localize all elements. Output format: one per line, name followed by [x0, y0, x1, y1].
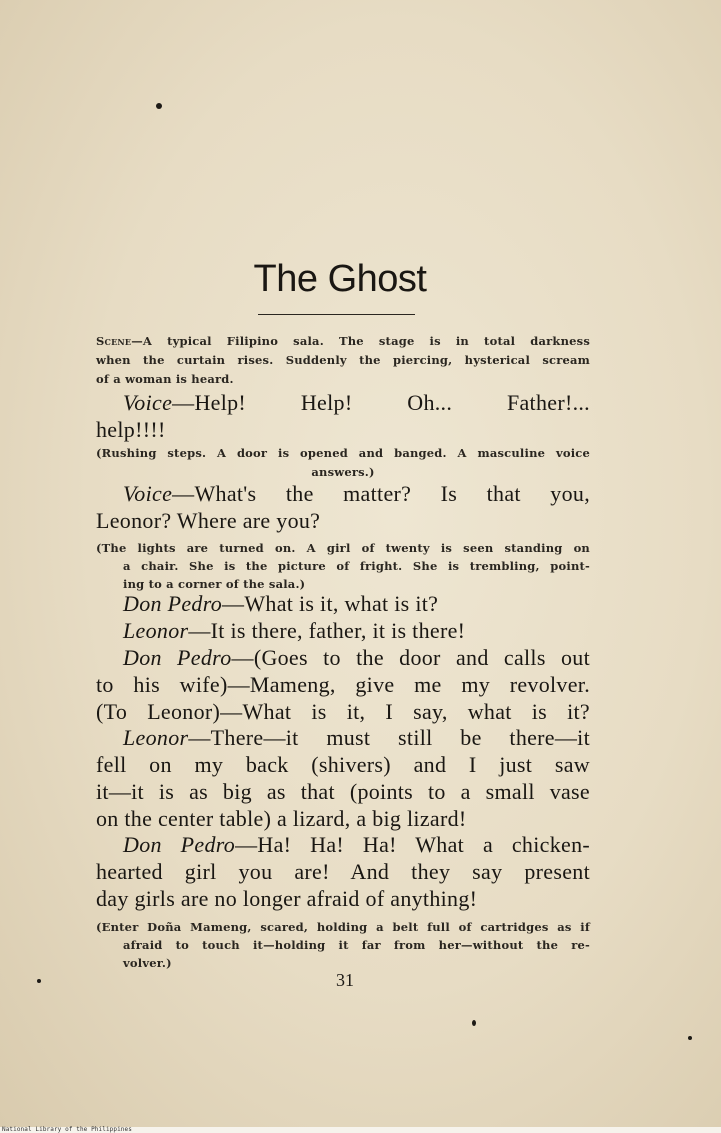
- dialogue-voice-2: [96, 480, 590, 534]
- speaker-name: Don Pedro: [123, 645, 232, 670]
- text-fragment: —A typical Filipino sala. The stage is in total darkness: [131, 334, 590, 348]
- text-fragment: —It is there, father, it is there!: [188, 618, 466, 643]
- text-fragment: —What is it, what is it?: [222, 591, 439, 616]
- stage-direction-4: [96, 918, 590, 972]
- speaker-name: Voice: [123, 481, 173, 506]
- text-fragment: —(Goes to the door and calls out: [231, 645, 590, 670]
- text-line: ing to a corner of the sala.): [123, 577, 306, 591]
- text-line: to his wife)—Mameng, give me my revolver.: [96, 672, 590, 697]
- dialogue-don-pedro-2: [96, 644, 590, 725]
- page-title: The Ghost: [253, 258, 427, 300]
- scene-direction: [96, 332, 590, 389]
- dialogue-leonor-1: [96, 617, 590, 644]
- text-line: (Enter Doña Mameng, scared, holding a belt full of cartridges as if: [96, 920, 590, 934]
- dialogue-don-pedro-1: [96, 590, 590, 617]
- title-rule: [258, 314, 415, 315]
- text-line: [96, 724, 590, 751]
- text-line: on the center table) a lizard, a big lizard!: [96, 806, 467, 831]
- dialogue-leonor-2: [96, 724, 590, 832]
- footer-credit: National Library of the Philippines: [2, 1126, 132, 1133]
- ink-speck: [472, 1020, 476, 1026]
- text-line: [96, 644, 590, 671]
- ink-speck: [156, 103, 162, 109]
- text-line: it—it is as big as that (points to a small vase: [96, 779, 590, 804]
- text-line: of a woman is heard.: [96, 372, 234, 386]
- scene-label: Scene: [96, 334, 132, 348]
- text-line: day girls are no longer afraid of anything!: [96, 886, 478, 911]
- text-line: (Rushing steps. A door is opened and banged. A masculine voice: [96, 446, 590, 460]
- text-line: help!!!!: [96, 417, 166, 442]
- speaker-name: Voice: [123, 390, 173, 415]
- text-line: when the curtain rises. Suddenly the piercing, hysterical scream: [96, 353, 590, 367]
- text-fragment: —There—it must still be there—it: [188, 725, 590, 750]
- text-line: [96, 590, 590, 617]
- dialogue-don-pedro-3: [96, 831, 590, 912]
- text-fragment: —Help! Help! Oh... Father!...: [172, 390, 590, 415]
- text-line: volver.): [123, 956, 172, 970]
- speaker-name: Leonor: [123, 725, 189, 750]
- text-fragment: —Ha! Ha! Ha! What a chicken-: [235, 832, 590, 857]
- speaker-name: Don Pedro: [123, 832, 236, 857]
- text-line: hearted girl you are! And they say present: [96, 859, 590, 884]
- text-line: (To Leonor)—What is it, I say, what is it?: [96, 699, 590, 724]
- text-line: (The lights are turned on. A girl of twenty is seen standing on: [96, 541, 590, 555]
- text-line: [96, 389, 590, 416]
- speaker-name: Leonor: [123, 618, 189, 643]
- stage-direction-2: [96, 444, 590, 482]
- text-line: fell on my back (shivers) and I just saw: [96, 752, 590, 777]
- ink-speck: [688, 1036, 692, 1040]
- text-line: [96, 617, 590, 644]
- dialogue-voice-1: [96, 389, 590, 443]
- speaker-name: Don Pedro: [123, 591, 223, 616]
- page-number: 31: [336, 970, 354, 990]
- text-line: afraid to touch it—holding it far from her—without the re-: [123, 938, 590, 952]
- text-fragment: —What's the matter? Is that you,: [172, 481, 590, 506]
- text-line: Leonor? Where are you?: [96, 508, 321, 533]
- text-line: a chair. She is the picture of fright. She is trembling, point-: [123, 559, 590, 573]
- text-line: [96, 480, 590, 507]
- text-line: [96, 831, 590, 858]
- text-line: [96, 332, 590, 351]
- footer-strip: [0, 1127, 721, 1133]
- text-line: answers.): [311, 465, 375, 479]
- stage-direction-3: [96, 539, 590, 593]
